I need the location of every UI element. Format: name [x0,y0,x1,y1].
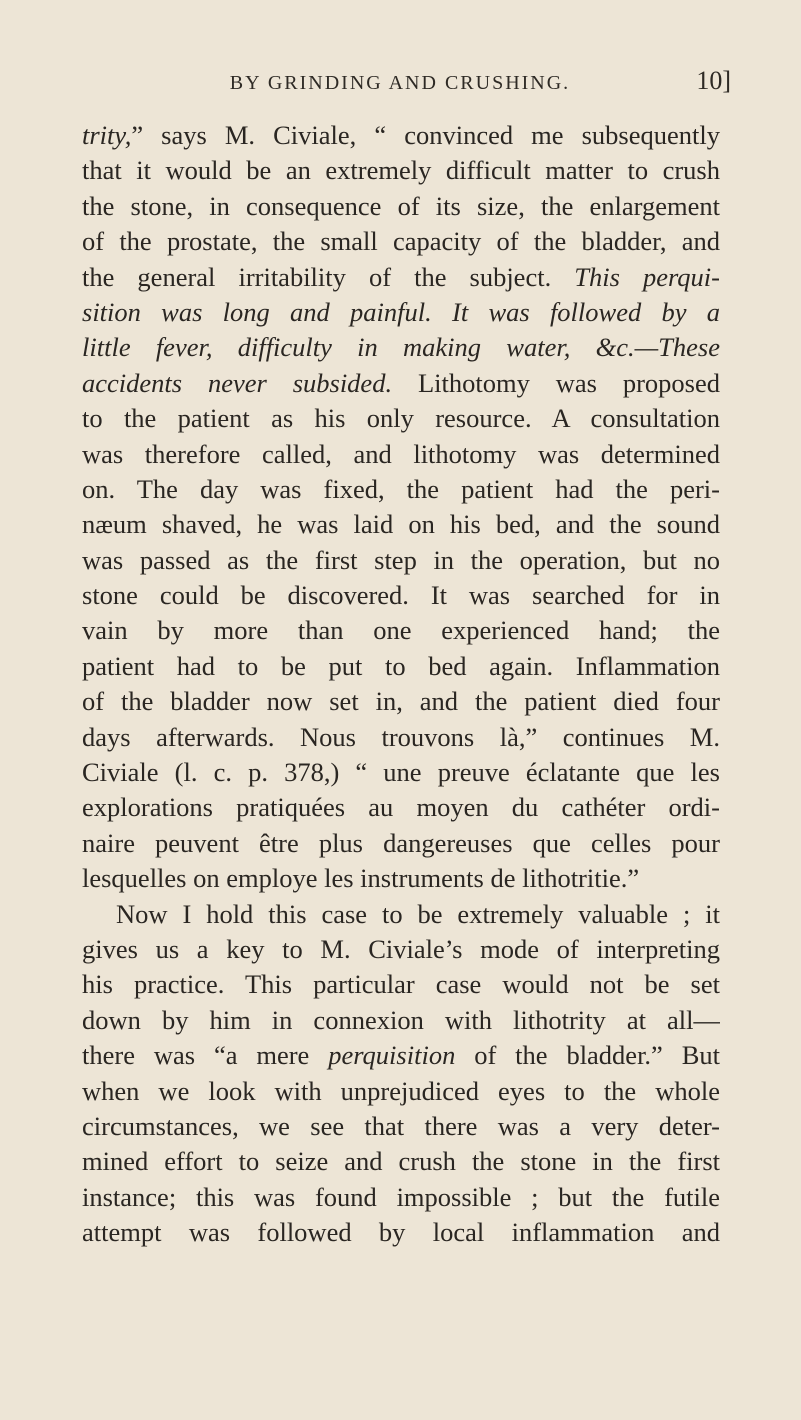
text-segment: on. The day was fixed, the patient had the peri- [82,473,720,504]
running-head: BY GRINDING AND CRUSHING. [229,72,571,94]
italic-text: This perqui- [574,261,720,292]
text-line [82,613,720,648]
text-segment: of the bladder.” But [455,1040,720,1071]
text-segment: naire peuvent être plus dangereuses que celles pour [82,827,720,858]
text-segment: stone could be discovered. It was searched for in [82,580,720,611]
text-line [82,649,720,684]
text-segment: vain by more than one experienced hand; the [82,615,720,646]
text-segment: Lithotomy was proposed [392,367,720,398]
text-line [82,224,720,259]
text-line [82,1109,720,1144]
text-line [82,1038,720,1073]
text-line [82,330,720,365]
text-line [82,826,720,861]
text-segment: of the bladder now set in, and the patient died four [82,686,720,717]
text-segment: circumstances, we see that there was a very deter- [82,1110,720,1141]
text-segment: Civiale (l. c. p. 378,) “ une preuve éclatante que les [82,757,720,788]
text-segment: attempt was followed by local inflammation and [82,1217,720,1248]
text-line [82,684,720,719]
text-line [82,189,720,224]
text-line [82,1144,720,1179]
body-text [82,118,720,1251]
text-line [82,153,720,188]
italic-text: accidents never subsided. [82,367,393,398]
text-segment: was therefore called, and lithotomy was determined [82,438,720,469]
text-segment: was passed as the first step in the operation, but no [82,544,720,575]
text-line [82,366,720,401]
italic-text: perquisition [328,1040,456,1071]
text-segment: that it would be an extremely difficult matter to crush [82,155,720,186]
text-segment: Now I hold this case to be extremely valuable ; it [116,898,720,929]
italic-text: little fever, difficulty in making water, &c.—These [82,332,720,363]
italic-text: trity, [82,120,132,150]
text-line [82,1215,720,1250]
text-line [82,897,720,932]
text-line [82,543,720,578]
text-line [82,437,720,472]
text-segment: instance; this was found impossible ; but the futile [82,1181,720,1212]
text-segment: næum shaved, he was laid on his bed, and the sound [82,509,720,540]
text-line [82,507,720,542]
text-segment: to the patient as his only resource. A consultation [82,403,720,434]
text-line [82,861,720,896]
text-segment: the general irritability of the subject. [82,261,575,292]
text-segment: his practice. This particular case would not be set [82,969,720,1000]
text-line [82,967,720,1002]
text-line [82,790,720,825]
text-segment: the stone, in consequence of its size, the enlargement [82,190,720,221]
text-segment: mined effort to seize and crush the stone in the first [82,1146,720,1177]
text-segment: patient had to be put to bed again. Inflammation [82,650,720,681]
text-line [82,1180,720,1215]
text-line [82,578,720,613]
italic-text: sition was long and painful. It was followed by a [82,296,720,327]
text-line [82,295,720,330]
text-line [82,720,720,755]
text-segment: down by him in connexion with lithotrity at all— [82,1004,720,1035]
text-line [82,1074,720,1109]
text-line [82,932,720,967]
text-segment: lesquelles on employe les instruments de lithotritie.” [82,863,640,894]
text-segment: of the prostate, the small capacity of the bladder, and [82,226,720,257]
text-line [82,472,720,507]
text-segment: days afterwards. Nous trouvons là,” continues M. [82,721,720,752]
text-line [82,1003,720,1038]
text-line [82,755,720,790]
text-segment: there was “a mere [82,1040,329,1071]
text-line [82,401,720,436]
text-segment: explorations pratiquées au moyen du cathéter ordi- [82,792,720,823]
text-segment: when we look with unprejudiced eyes to the whole [82,1075,720,1106]
text-segment: gives us a key to M. Civiale’s mode of interpreting [82,933,720,964]
text-line [82,260,720,295]
text-segment: ” says M. Civiale, “ convinced me subsequently [131,120,720,150]
page-number: 10] [696,66,731,95]
text-line [82,118,720,153]
